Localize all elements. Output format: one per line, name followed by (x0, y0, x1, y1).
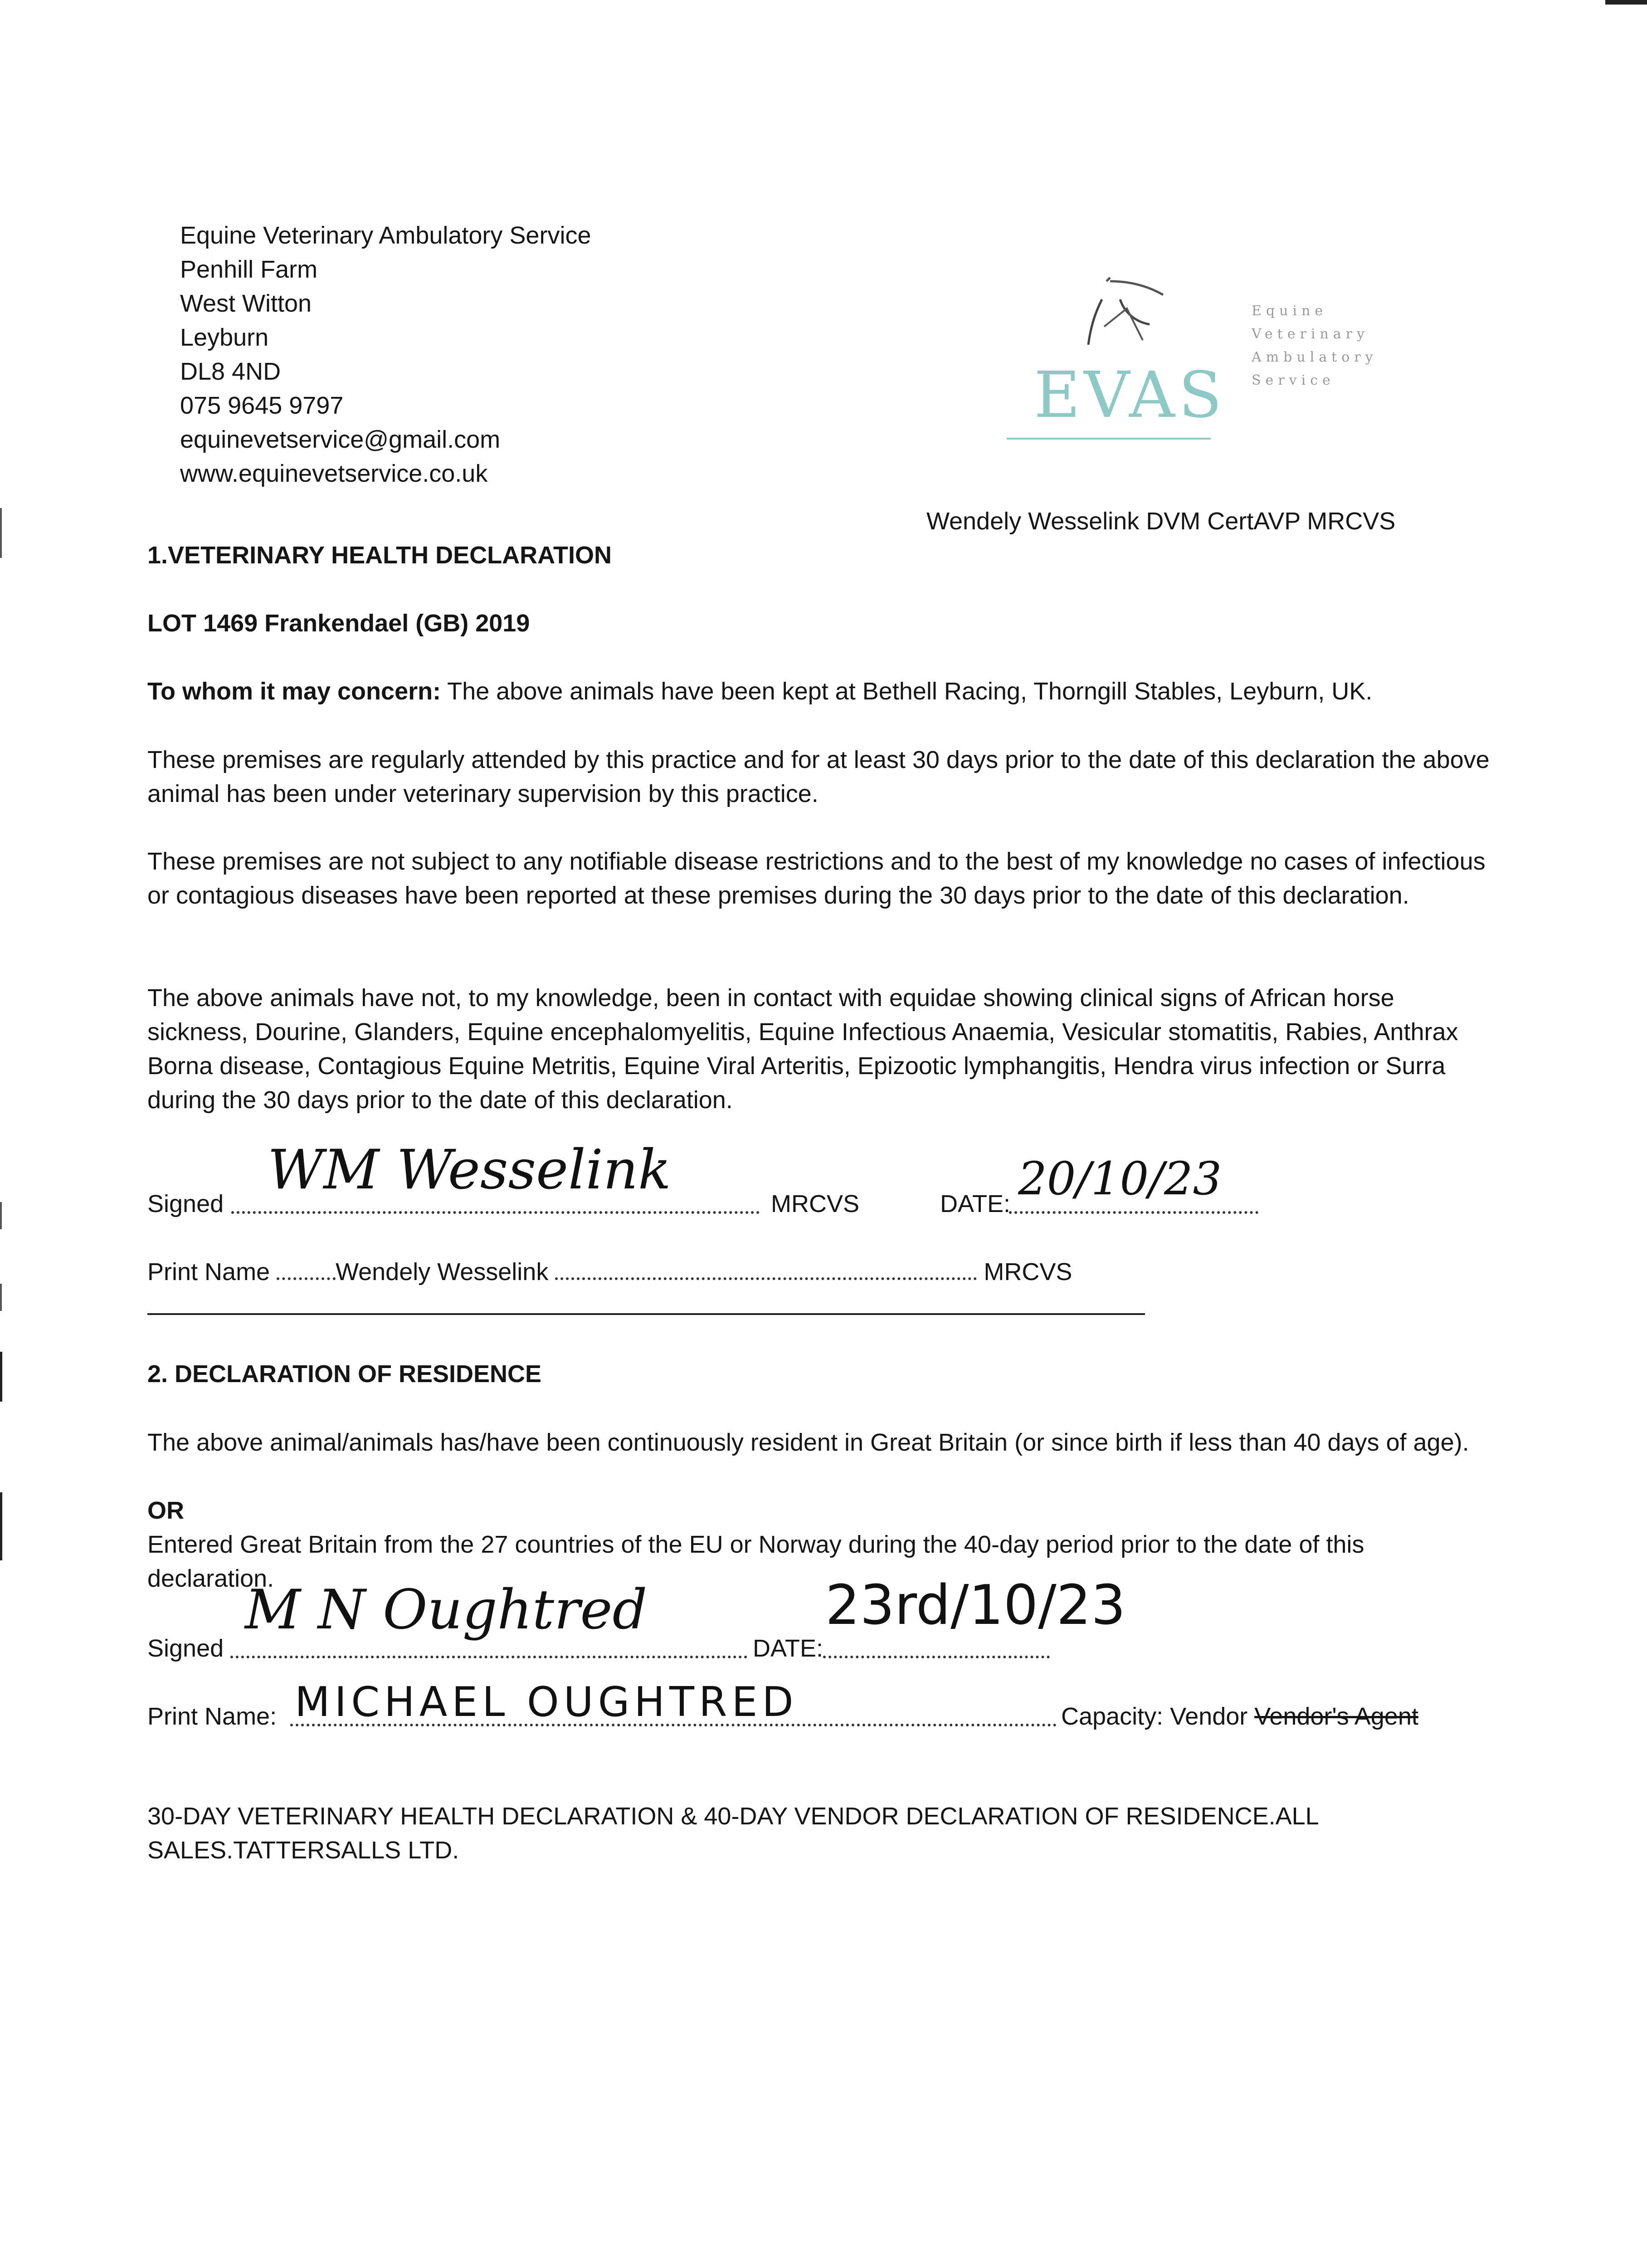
vet-signature-line (231, 1207, 760, 1214)
vendor-signature-line (230, 1651, 747, 1658)
scan-mark (0, 1352, 2, 1402)
vet-print-name-label: Print Name (147, 1258, 270, 1286)
capacity-struck: Vendor's Agent (1254, 1703, 1418, 1730)
capacity-row (1061, 1700, 1418, 1734)
section2-heading: 2. DECLARATION OF RESIDENCE (147, 1360, 542, 1388)
address-line: Equine Veterinary Ambulatory Service (180, 222, 591, 249)
scan-mark (0, 508, 2, 558)
address-line: DL8 4ND (180, 358, 281, 385)
address-block (180, 219, 591, 491)
logo-word: Ambulatory (1252, 349, 1378, 365)
residence-paragraph: The above animal/animals has/have been continuously resident in Great Britain (or since birth if less than 40 days of age). (147, 1429, 1469, 1456)
concern-label: To whom it may concern: (147, 678, 441, 705)
footer-text: 30-DAY VETERINARY HEALTH DECLARATION & 40-DAY VENDOR DECLARATION OF RESIDENCE.ALL SALES.TATTERSALLS LTD. (147, 1803, 1318, 1864)
vendor-signature: M N Oughtred (245, 1579, 648, 1642)
vet-date-label: DATE: (940, 1190, 1011, 1217)
scan-mark (0, 1202, 2, 1229)
logo-brand: EVAS (1034, 358, 1226, 432)
logo-word: Equine (1252, 303, 1328, 319)
restrictions-paragraph: These premises are not subject to any notifiable disease restrictions and to the best of my knowledge no cases of infectious or contagious diseases have been reported at these premises during the 30 days prior to the date of this declaration. (147, 848, 1486, 909)
website-text: www.equinevetservice.co.uk (180, 460, 488, 487)
horse-head-icon (1052, 272, 1188, 363)
vet-date-line (1009, 1207, 1258, 1214)
dots (555, 1273, 977, 1280)
vet-date-value: 20/10/23 (1018, 1152, 1222, 1205)
vet-mrcvs-label: MRCVS (771, 1190, 860, 1217)
lot-title: LOT 1469 Frankendael (GB) 2019 (147, 610, 530, 637)
vendor-signed-label: Signed (147, 1635, 224, 1662)
address-line: Leyburn (180, 324, 269, 351)
vet-print-name-suffix: MRCVS (984, 1258, 1072, 1286)
vendor-print-name-label: Print Name: (147, 1703, 277, 1730)
divider (147, 1313, 1145, 1315)
entry-paragraph: Entered Great Britain from the 27 countries of the EU or Norway during the 40-day period prior to the date of this declaration. (147, 1531, 1364, 1592)
section1-heading: 1.VETERINARY HEALTH DECLARATION (147, 542, 612, 569)
concern-paragraph (147, 675, 1490, 709)
address-line: 075 9645 9797 (180, 392, 344, 419)
vet-signed-label: Signed (147, 1190, 224, 1217)
supervision-paragraph: These premises are regularly attended by this practice and for at least 30 days prior to the date of this declaration the above animal has been under veterinary supervision by this practice. (147, 746, 1490, 807)
capacity-label: Capacity: Vendor (1061, 1703, 1248, 1730)
evas-logo (1007, 272, 1406, 445)
logo-words (1252, 299, 1378, 392)
scan-mark (0, 1284, 2, 1311)
vet-print-name-row (147, 1255, 1072, 1289)
vet-signature: WM Wesselink (268, 1139, 671, 1202)
concern-text: The above animals have been kept at Bethell Racing, Thorngill Stables, Leyburn, UK. (441, 678, 1373, 705)
scan-mark (1605, 0, 1647, 5)
logo-underline (1007, 438, 1211, 440)
diseases-paragraph: The above animals have not, to my knowledge, been in contact with equidae showing clinical signs of African horse sickness, Dourine, Glanders, Equine encephalomyelitis, Equine Infectious Anaemia, Vesicular stomatitis, Rabies, Anthrax Borna disease, Contagious Equine Metritis, Equine Viral Arteritis, Epizootic lymphangitis, Hendra virus infection or Surra during the 30 days prior to the date of this declaration. (147, 984, 1458, 1114)
logo-word: Veterinary (1252, 326, 1369, 342)
logo-word: Service (1252, 372, 1335, 388)
email-text: equinevetservice@gmail.com (180, 426, 501, 453)
address-line: West Witton (180, 290, 312, 317)
address-line: Penhill Farm (180, 256, 318, 283)
dots (277, 1273, 336, 1280)
vet-credentials: Wendely Wesselink DVM CertAVP MRCVS (926, 508, 1396, 535)
scan-mark (0, 1492, 2, 1560)
vendor-date-value: 23rd/10/23 (825, 1574, 1126, 1637)
or-label: OR (147, 1497, 184, 1524)
vendor-date-label: DATE: (753, 1635, 824, 1662)
vet-print-name-value: Wendely Wesselink (336, 1258, 549, 1286)
vendor-print-name-value: MICHAEL OUGHTRED (295, 1678, 798, 1726)
vendor-date-line (823, 1651, 1050, 1658)
